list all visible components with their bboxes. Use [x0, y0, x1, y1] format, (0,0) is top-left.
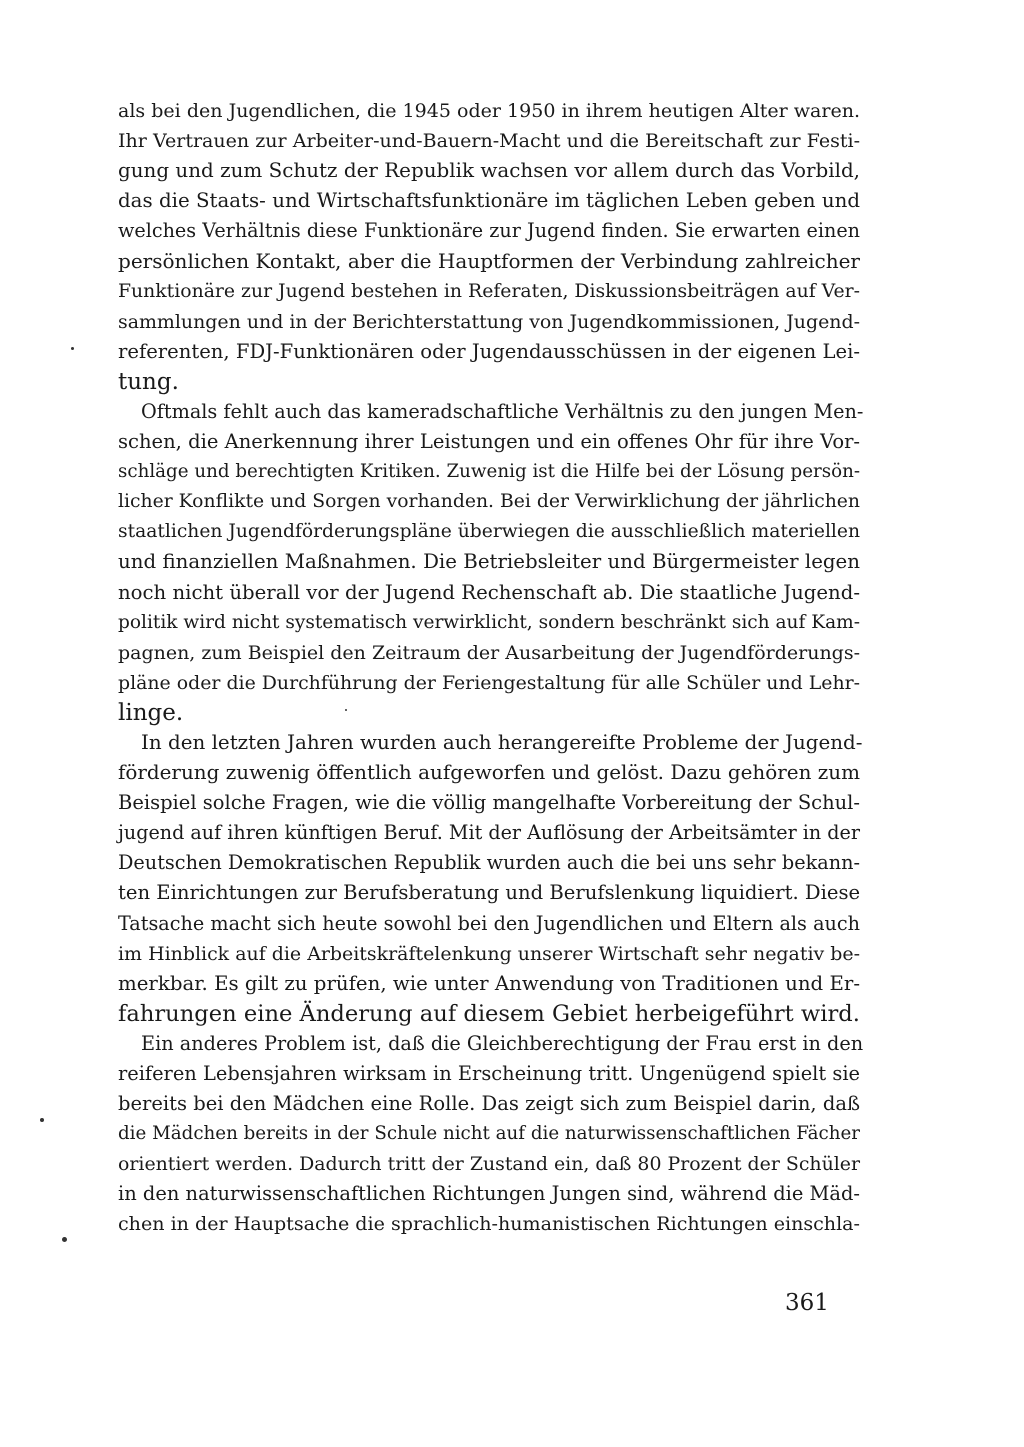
text-line: sammlungen und in der Berichterstattung von Jugendkommissionen, Jugend-	[118, 310, 860, 333]
text-line: gung und zum Schutz der Republik wachsen vor allem durch das Vorbild,	[118, 159, 860, 183]
text-line: Beispiel solche Fragen, wie die völlig mangelhafte Vorbereitung der Schul-	[118, 791, 860, 815]
text-line: Tatsache macht sich heute sowohl bei den Jugendlichen und Eltern als auch	[118, 911, 860, 935]
text-line: noch nicht überall vor der Jugend Rechenschaft ab. Die staatliche Jugend-	[118, 580, 860, 604]
text-line: pläne oder die Durchführung der Feriengestaltung für alle Schüler und Lehr-	[118, 671, 860, 694]
text-line: im Hinblick auf die Arbeitskräftelenkung unserer Wirtschaft sehr negativ be-	[118, 942, 860, 965]
text-line: jugend auf ihren künftigen Beruf. Mit der Auflösung der Arbeitsämter in der	[118, 821, 860, 845]
text-line: tung.	[118, 368, 179, 395]
text-line: Funktionäre zur Jugend bestehen in Referaten, Diskussionsbeiträgen auf Ver-	[118, 280, 860, 302]
scan-speck	[71, 347, 74, 350]
text-line: Ein anderes Problem ist, daß die Gleichberechtigung der Frau erst in den	[141, 1031, 864, 1055]
text-line: als bei den Jugendlichen, die 1945 oder 1950 in ihrem heutigen Alter waren.	[118, 100, 860, 122]
page-number: 361	[785, 1290, 829, 1316]
text-line: und finanziellen Maßnahmen. Die Betriebsleiter und Bürgermeister legen	[118, 550, 860, 574]
text-line: förderung zuwenig öffentlich aufgeworfen und gelöst. Dazu gehören zum	[118, 761, 860, 785]
text-line: fahrungen eine Änderung auf diesem Gebiet herbeigeführt wird.	[118, 1000, 860, 1027]
text-line: linge.	[118, 699, 184, 726]
text-line: ten Einrichtungen zur Berufsberatung und Berufslenkung liquidiert. Diese	[118, 881, 861, 905]
text-line: politik wird nicht systematisch verwirklicht, sondern beschränkt sich auf Kam-	[118, 611, 860, 633]
text-line: Ihr Vertrauen zur Arbeiter-und-Bauern-Macht und die Bereitschaft zur Festi-	[118, 130, 860, 153]
text-line: bereits bei den Mädchen eine Rolle. Das zeigt sich zum Beispiel darin, daß	[118, 1092, 860, 1116]
text-line: pagnen, zum Beispiel den Zeitraum der Ausarbeitung der Jugendförderungs-	[118, 641, 860, 664]
text-line: chen in der Hauptsache die sprachlich-humanistischen Richtungen einschla-	[118, 1213, 860, 1236]
text-line: referenten, FDJ-Funktionären oder Jugendausschüssen in der eigenen Lei-	[118, 339, 860, 363]
text-line: staatlichen Jugendförderungspläne überwiegen die ausschließlich materiellen	[118, 521, 860, 543]
text-line: in den naturwissenschaftlichen Richtungen Jungen sind, während die Mäd-	[118, 1182, 860, 1206]
text-line: In den letzten Jahren wurden auch herangereifte Probleme der Jugend-	[141, 730, 863, 754]
text-line: Deutschen Demokratischen Republik wurden auch die bei uns sehr bekann-	[118, 851, 860, 875]
scan-speck	[345, 709, 347, 711]
text-line: schläge und berechtigten Kritiken. Zuwenig ist die Hilfe bei der Lösung persön-	[118, 461, 860, 483]
text-line: reiferen Lebensjahren wirksam in Erscheinung tritt. Ungenügend spielt sie	[118, 1062, 860, 1085]
text-line: persönlichen Kontakt, aber die Hauptformen der Verbindung zahlreicher	[118, 249, 860, 274]
body-text	[118, 96, 864, 1240]
text-line: licher Konflikte und Sorgen vorhanden. Bei der Verwirklichung der jährlichen	[118, 491, 860, 513]
scan-speck	[40, 1118, 44, 1122]
text-line: welches Verhältnis diese Funktionäre zur Jugend finden. Sie erwarten einen	[118, 219, 860, 243]
text-line: das die Staats- und Wirtschaftsfunktionäre im täglichen Leben geben und	[118, 189, 860, 213]
text-line: Oftmals fehlt auch das kameradschaftliche Verhältnis zu den jungen Men-	[141, 399, 864, 423]
text-line: merkbar. Es gilt zu prüfen, wie unter Anwendung von Traditionen und Er-	[118, 971, 860, 995]
text-line: orientiert werden. Dadurch tritt der Zustand ein, daß 80 Prozent der Schüler	[118, 1153, 860, 1176]
text-line: schen, die Anerkennung ihrer Leistungen und ein offenes Ohr für ihre Vor-	[118, 430, 860, 454]
scan-speck	[62, 1237, 67, 1242]
text-line: die Mädchen bereits in der Schule nicht auf die naturwissenschaftlichen Fächer	[118, 1123, 860, 1145]
